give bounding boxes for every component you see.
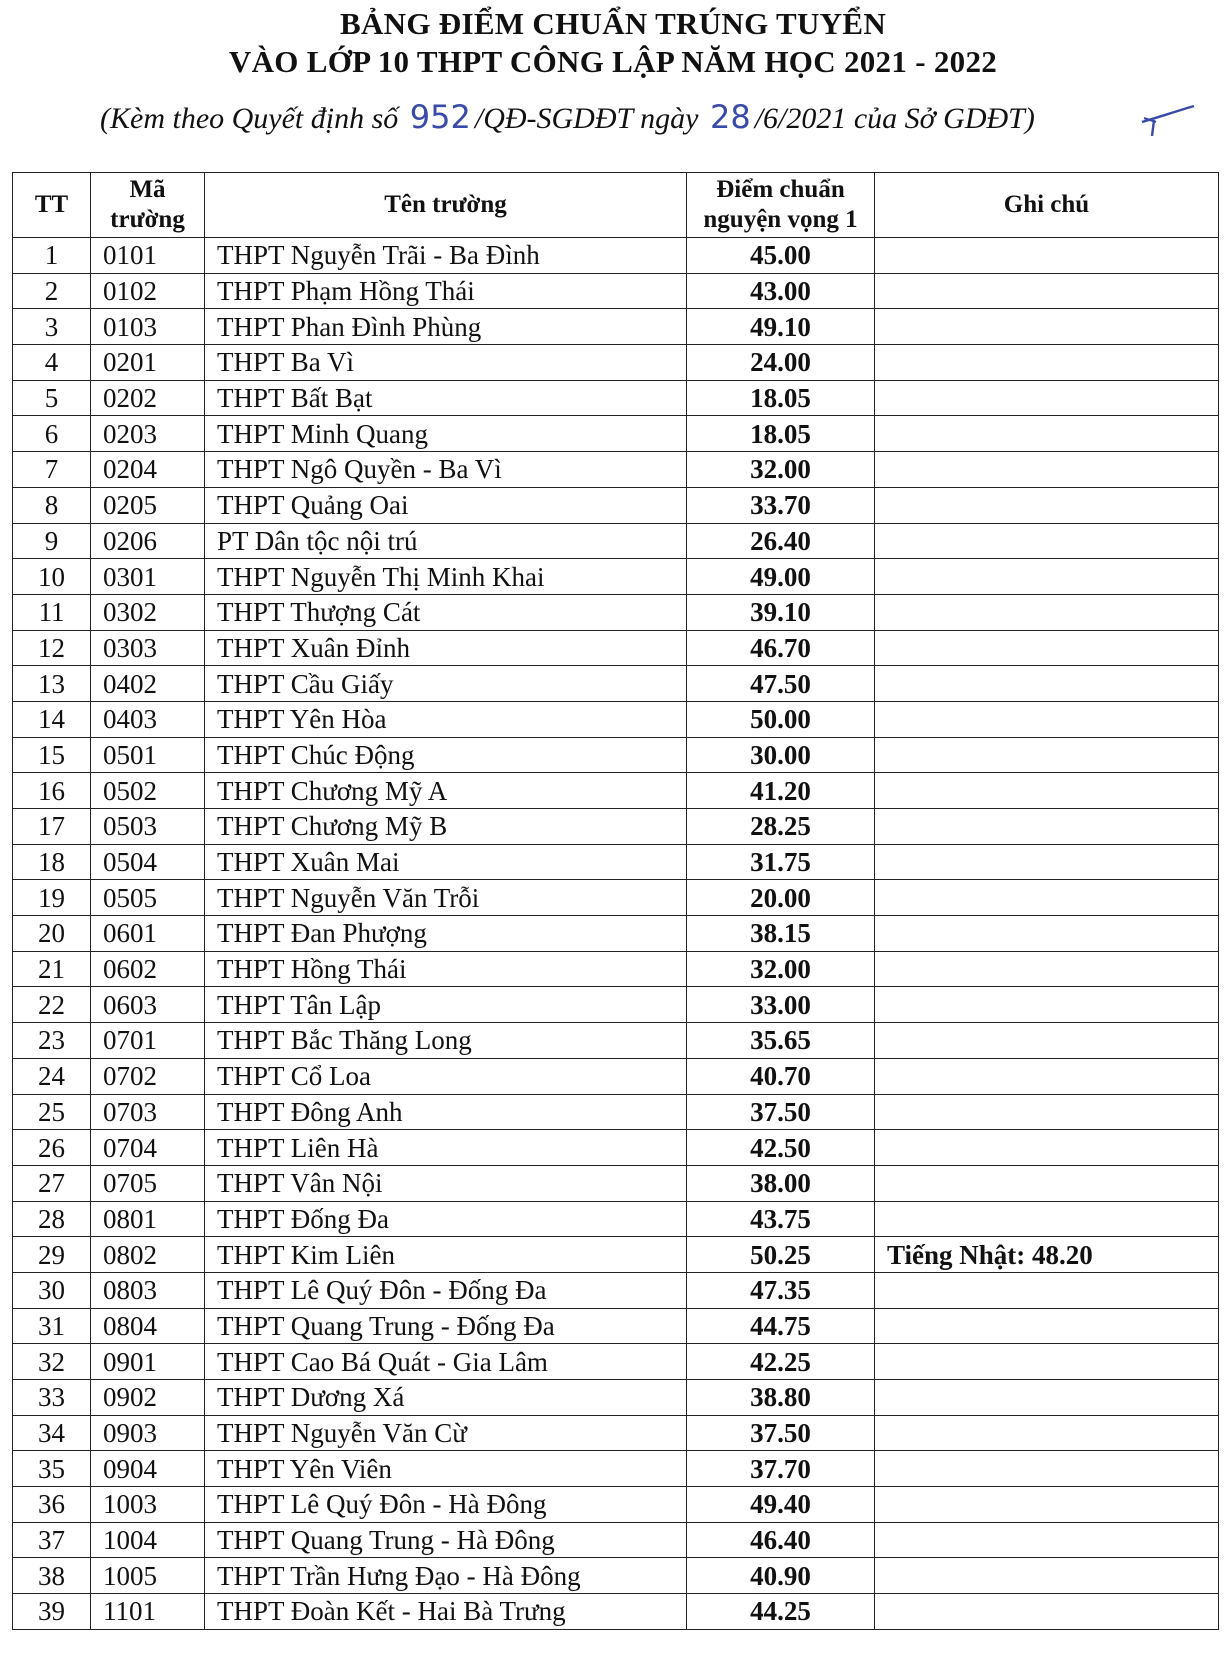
cell-school-code: 0503 [91,809,205,845]
cell-note [875,1130,1219,1166]
cell-school-name: THPT Yên Hòa [205,701,687,737]
table-row [13,1380,1219,1416]
cell-note [875,701,1219,737]
column-header-score: Điểm chuẩn nguyện vọng 1 [687,173,875,238]
table-row [13,1487,1219,1523]
cell-score: 35.65 [687,1023,875,1059]
cell-school-code: 0801 [91,1201,205,1237]
table-row [13,916,1219,952]
cell-school-code: 1004 [91,1522,205,1558]
cell-school-code: 0804 [91,1308,205,1344]
cell-note [875,737,1219,773]
cell-note [875,844,1219,880]
cell-school-name: THPT Cổ Loa [205,1058,687,1094]
cell-tt: 26 [13,1130,91,1166]
cell-school-code: 0501 [91,737,205,773]
cell-note [875,1558,1219,1594]
cell-note [875,1344,1219,1380]
cell-score: 50.25 [687,1237,875,1273]
cell-school-name: THPT Lê Quý Đôn - Hà Đông [205,1487,687,1523]
cell-tt: 3 [13,309,91,345]
cell-school-code: 0703 [91,1094,205,1130]
cell-score: 43.75 [687,1201,875,1237]
table-row [13,1165,1219,1201]
cell-note [875,345,1219,381]
cell-note [875,951,1219,987]
table-row [13,1415,1219,1451]
admission-scores-table [12,172,1219,1630]
cell-note [875,238,1219,274]
cell-score: 32.00 [687,951,875,987]
cell-note [875,1023,1219,1059]
table-row [13,594,1219,630]
cell-score: 40.70 [687,1058,875,1094]
cell-school-name: THPT Phan Đình Phùng [205,309,687,345]
cell-school-code: 0203 [91,416,205,452]
cell-score: 32.00 [687,452,875,488]
cell-note [875,987,1219,1023]
cell-tt: 8 [13,487,91,523]
cell-score: 31.75 [687,844,875,880]
cell-school-name: THPT Nguyễn Thị Minh Khai [205,559,687,595]
cell-tt: 38 [13,1558,91,1594]
cell-note [875,630,1219,666]
cell-score: 49.40 [687,1487,875,1523]
cell-score: 33.00 [687,987,875,1023]
cell-school-name: THPT Đống Đa [205,1201,687,1237]
cell-school-code: 0602 [91,951,205,987]
cell-tt: 33 [13,1380,91,1416]
cell-tt: 39 [13,1594,91,1630]
cell-note [875,1380,1219,1416]
table-row [13,1201,1219,1237]
cell-note [875,487,1219,523]
cell-tt: 37 [13,1522,91,1558]
cell-school-code: 0601 [91,916,205,952]
cell-school-name: THPT Đoàn Kết - Hai Bà Trưng [205,1594,687,1630]
cell-tt: 11 [13,594,91,630]
column-header-note: Ghi chú [875,173,1219,238]
cell-score: 47.50 [687,666,875,702]
table-row [13,701,1219,737]
cell-school-code: 0402 [91,666,205,702]
cell-school-code: 0904 [91,1451,205,1487]
cell-tt: 20 [13,916,91,952]
cell-score: 42.50 [687,1130,875,1166]
cell-school-name: THPT Kim Liên [205,1237,687,1273]
cell-note [875,523,1219,559]
cell-school-name: THPT Liên Hà [205,1130,687,1166]
cell-tt: 10 [13,559,91,595]
cell-school-name: THPT Nguyễn Trãi - Ba Đình [205,238,687,274]
cell-tt: 6 [13,416,91,452]
cell-tt: 7 [13,452,91,488]
table-row [13,773,1219,809]
cell-school-code: 0101 [91,238,205,274]
cell-school-code: 0302 [91,594,205,630]
decision-number-handwritten: 952 [409,98,471,136]
table-row [13,666,1219,702]
cell-score: 44.25 [687,1594,875,1630]
decision-reference [100,98,1035,136]
cell-school-name: THPT Xuân Đỉnh [205,630,687,666]
cell-school-code: 0206 [91,523,205,559]
table-row [13,559,1219,595]
cell-score: 33.70 [687,487,875,523]
cell-school-code: 0704 [91,1130,205,1166]
cell-school-name: THPT Ba Vì [205,345,687,381]
cell-note [875,1201,1219,1237]
decision-suffix: /6/2021 của Sở GDĐT) [754,102,1035,135]
cell-school-code: 0403 [91,701,205,737]
column-header-tt: TT [13,173,91,238]
cell-score: 18.05 [687,416,875,452]
decision-middle: /QĐ-SGDĐT ngày [474,102,699,135]
table-row [13,1558,1219,1594]
cell-tt: 27 [13,1165,91,1201]
cell-score: 30.00 [687,737,875,773]
decision-day-handwritten: 28 [709,98,751,136]
table-row [13,1594,1219,1630]
cell-school-code: 0204 [91,452,205,488]
cell-tt: 9 [13,523,91,559]
cell-school-name: THPT Chương Mỹ B [205,809,687,845]
cell-school-name: THPT Trần Hưng Đạo - Hà Đông [205,1558,687,1594]
cell-school-name: THPT Thượng Cát [205,594,687,630]
cell-school-name: THPT Quang Trung - Đống Đa [205,1308,687,1344]
cell-note [875,452,1219,488]
cell-score: 42.25 [687,1344,875,1380]
table-row [13,844,1219,880]
cell-note [875,1415,1219,1451]
cell-tt: 35 [13,1451,91,1487]
cell-tt: 16 [13,773,91,809]
cell-note [875,880,1219,916]
table-row [13,1308,1219,1344]
cell-school-code: 0303 [91,630,205,666]
cell-tt: 17 [13,809,91,845]
table-row [13,345,1219,381]
cell-school-name: THPT Ngô Quyền - Ba Vì [205,452,687,488]
cell-tt: 29 [13,1237,91,1273]
cell-school-code: 1101 [91,1594,205,1630]
cell-school-name: THPT Minh Quang [205,416,687,452]
cell-tt: 30 [13,1272,91,1308]
cell-school-name: THPT Bắc Thăng Long [205,1023,687,1059]
cell-school-code: 1005 [91,1558,205,1594]
cell-note [875,1272,1219,1308]
cell-note [875,916,1219,952]
cell-score: 18.05 [687,380,875,416]
cell-note [875,666,1219,702]
cell-school-code: 0803 [91,1272,205,1308]
table-row [13,1058,1219,1094]
cell-school-name: THPT Vân Nội [205,1165,687,1201]
cell-school-name: THPT Lê Quý Đôn - Đống Đa [205,1272,687,1308]
table-row [13,309,1219,345]
cell-score: 40.90 [687,1558,875,1594]
cell-score: 47.35 [687,1272,875,1308]
cell-school-name: THPT Yên Viên [205,1451,687,1487]
cell-score: 46.40 [687,1522,875,1558]
cell-note [875,1165,1219,1201]
cell-school-code: 0705 [91,1165,205,1201]
table-row [13,380,1219,416]
cell-school-code: 0603 [91,987,205,1023]
table-row [13,737,1219,773]
cell-note: Tiếng Nhật: 48.20 [875,1237,1219,1273]
cell-school-code: 0802 [91,1237,205,1273]
cell-score: 38.15 [687,916,875,952]
cell-school-code: 0901 [91,1344,205,1380]
cell-score: 49.10 [687,309,875,345]
cell-school-code: 0102 [91,273,205,309]
cell-tt: 22 [13,987,91,1023]
cell-score: 20.00 [687,880,875,916]
cell-tt: 36 [13,1487,91,1523]
cell-tt: 23 [13,1023,91,1059]
cell-note [875,559,1219,595]
cell-school-name: THPT Chương Mỹ A [205,773,687,809]
cell-school-code: 0902 [91,1380,205,1416]
document-title-line-1: BẢNG ĐIỂM CHUẨN TRÚNG TUYỂN [339,6,887,41]
column-header-school-name: Tên trường [205,173,687,238]
cell-school-name: THPT Đông Anh [205,1094,687,1130]
table-row [13,1451,1219,1487]
cell-score: 39.10 [687,594,875,630]
cell-note [875,1451,1219,1487]
cell-score: 26.40 [687,523,875,559]
cell-school-code: 0903 [91,1415,205,1451]
cell-tt: 31 [13,1308,91,1344]
cell-score: 28.25 [687,809,875,845]
table-header-row [13,173,1219,238]
cell-score: 49.00 [687,559,875,595]
table-row [13,452,1219,488]
table-row [13,238,1219,274]
cell-tt: 34 [13,1415,91,1451]
table-row [13,1522,1219,1558]
cell-tt: 24 [13,1058,91,1094]
cell-note [875,773,1219,809]
cell-note [875,1522,1219,1558]
table-row [13,880,1219,916]
cell-school-name: THPT Dương Xá [205,1380,687,1416]
table-row [13,1023,1219,1059]
cell-score: 38.80 [687,1380,875,1416]
cell-score: 24.00 [687,345,875,381]
cell-score: 38.00 [687,1165,875,1201]
cell-school-code: 0502 [91,773,205,809]
cell-note [875,1308,1219,1344]
cell-tt: 14 [13,701,91,737]
cell-note [875,809,1219,845]
cell-school-name: THPT Cầu Giấy [205,666,687,702]
cell-tt: 2 [13,273,91,309]
cell-note [875,594,1219,630]
cell-tt: 13 [13,666,91,702]
cell-tt: 5 [13,380,91,416]
cell-tt: 4 [13,345,91,381]
cell-score: 37.50 [687,1094,875,1130]
cell-score: 37.50 [687,1415,875,1451]
cell-school-code: 0702 [91,1058,205,1094]
cell-school-name: THPT Hồng Thái [205,951,687,987]
cell-note [875,1487,1219,1523]
cell-tt: 21 [13,951,91,987]
cell-note [875,309,1219,345]
table-row [13,1272,1219,1308]
cell-tt: 28 [13,1201,91,1237]
table-row [13,1094,1219,1130]
table-row [13,1237,1219,1273]
cell-school-code: 1003 [91,1487,205,1523]
document-title-line-2: VÀO LỚP 10 THPT CÔNG LẬP NĂM HỌC 2021 - 2022 [228,44,998,79]
cell-school-name: THPT Tân Lập [205,987,687,1023]
table-row [13,416,1219,452]
cell-school-name: PT Dân tộc nội trú [205,523,687,559]
cell-note [875,380,1219,416]
cell-score: 37.70 [687,1451,875,1487]
cell-score: 44.75 [687,1308,875,1344]
handwritten-mark-icon [1140,104,1196,138]
cell-school-code: 0201 [91,345,205,381]
cell-tt: 25 [13,1094,91,1130]
cell-tt: 12 [13,630,91,666]
cell-note [875,273,1219,309]
cell-note [875,1094,1219,1130]
table-row [13,809,1219,845]
cell-school-code: 0103 [91,309,205,345]
cell-school-name: THPT Phạm Hồng Thái [205,273,687,309]
cell-tt: 1 [13,238,91,274]
cell-school-code: 0505 [91,880,205,916]
table-row [13,951,1219,987]
table-row [13,273,1219,309]
table-row [13,987,1219,1023]
cell-score: 50.00 [687,701,875,737]
cell-school-name: THPT Nguyễn Văn Cừ [205,1415,687,1451]
cell-school-code: 0504 [91,844,205,880]
decision-prefix: (Kèm theo Quyết định số [100,102,399,135]
cell-school-name: THPT Đan Phượng [205,916,687,952]
cell-tt: 19 [13,880,91,916]
cell-tt: 15 [13,737,91,773]
cell-school-name: THPT Quang Trung - Hà Đông [205,1522,687,1558]
table-row [13,487,1219,523]
cell-note [875,1594,1219,1630]
cell-school-name: THPT Nguyễn Văn Trỗi [205,880,687,916]
column-header-school-code: Mã trường [91,173,205,238]
cell-school-name: THPT Bất Bạt [205,380,687,416]
cell-school-code: 0301 [91,559,205,595]
table-row [13,1130,1219,1166]
cell-school-name: THPT Chúc Động [205,737,687,773]
table-row [13,630,1219,666]
table-row [13,523,1219,559]
cell-score: 46.70 [687,630,875,666]
table-row [13,1344,1219,1380]
cell-note [875,1058,1219,1094]
cell-school-code: 0701 [91,1023,205,1059]
cell-school-name: THPT Xuân Mai [205,844,687,880]
cell-score: 41.20 [687,773,875,809]
cell-score: 43.00 [687,273,875,309]
cell-note [875,416,1219,452]
cell-school-name: THPT Quảng Oai [205,487,687,523]
cell-school-code: 0202 [91,380,205,416]
cell-school-name: THPT Cao Bá Quát - Gia Lâm [205,1344,687,1380]
cell-tt: 32 [13,1344,91,1380]
cell-score: 45.00 [687,238,875,274]
cell-school-code: 0205 [91,487,205,523]
cell-tt: 18 [13,844,91,880]
